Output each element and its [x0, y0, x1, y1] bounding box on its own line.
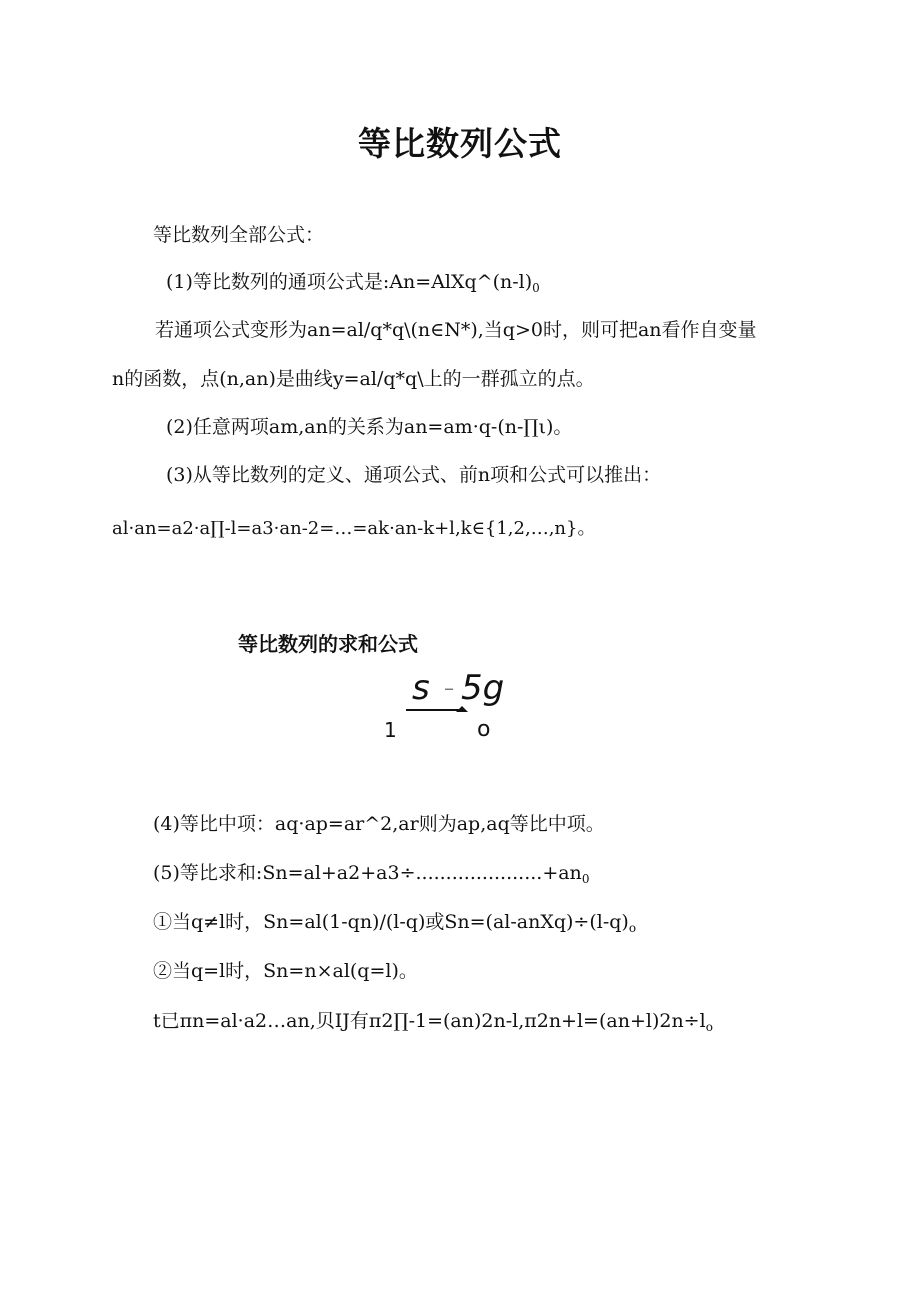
formula-3-derivation: al·an=a2·a∏-l=a3·an-2=…=ak·an-k+l,k∈{1,2,…,n}。: [112, 518, 596, 539]
formula-s-glyph: s: [412, 668, 430, 708]
product-formula-subscript: o: [705, 1020, 713, 1034]
paragraph-2-line-1: 若通项公式变形为an=al∕q*q\(n∈N*),当q>0时，则可把an看作自变量: [155, 319, 757, 341]
paragraph-2-line-2: n的函数，点(n,an)是曲线y=al∕q*q\上的一群孤立的点。: [112, 368, 595, 390]
sum-formula-image: [380, 668, 520, 748]
section-heading-sum: 等比数列的求和公式: [238, 632, 418, 656]
formula-5-text: (5)等比求和:Sn=al+a2+a3÷.....................+an: [153, 862, 582, 884]
product-formula-text: t已πn=al·a2…an,贝IJ有π2∏-1=(an)2n-l,π2n+l=(an+l)2n÷l: [153, 1010, 706, 1032]
formula-fraction-bar: [406, 709, 462, 711]
formula-o-glyph: o: [477, 717, 491, 742]
intro-line: 等比数列全部公式：: [153, 224, 325, 246]
formula-5-subscript: 0: [581, 872, 590, 886]
sum-case-1-line: [153, 909, 636, 941]
formula-1-line: [166, 269, 540, 301]
formula-4-line: (4)等比中项：aq·ap=ar^2,ar则为ap,aq等比中项。: [153, 813, 605, 835]
formula-5-line: [153, 860, 589, 892]
product-formula-line: [153, 1008, 713, 1040]
sum-case-1-text: ①当q≠l时，Sn=al(1-qn)/(l-q)或Sn=(al-anXq)÷(l-q): [153, 911, 629, 933]
formula-1-text: (1)等比数列的通项公式是:An=AlXq^(n-l): [166, 271, 533, 293]
formula-one-glyph: 1: [384, 718, 397, 742]
sum-case-1-subscript: o: [628, 921, 637, 935]
sum-case-2-line: ②当q=l时，Sn=n×al(q=l)。: [153, 960, 418, 982]
formula-1-subscript: 0: [532, 281, 540, 295]
formula-2-line: (2)任意两项am,an的关系为an=am·q-(n-∏ι)。: [166, 416, 573, 438]
formula-bar-tip: [456, 706, 468, 712]
page-title: 等比数列公式: [358, 124, 562, 163]
formula-5g-glyph: 5g: [461, 668, 505, 708]
formula-3-line: (3)从等比数列的定义、通项公式、前n项和公式可以推出：: [166, 464, 662, 486]
formula-dash-glyph: –: [444, 676, 454, 700]
